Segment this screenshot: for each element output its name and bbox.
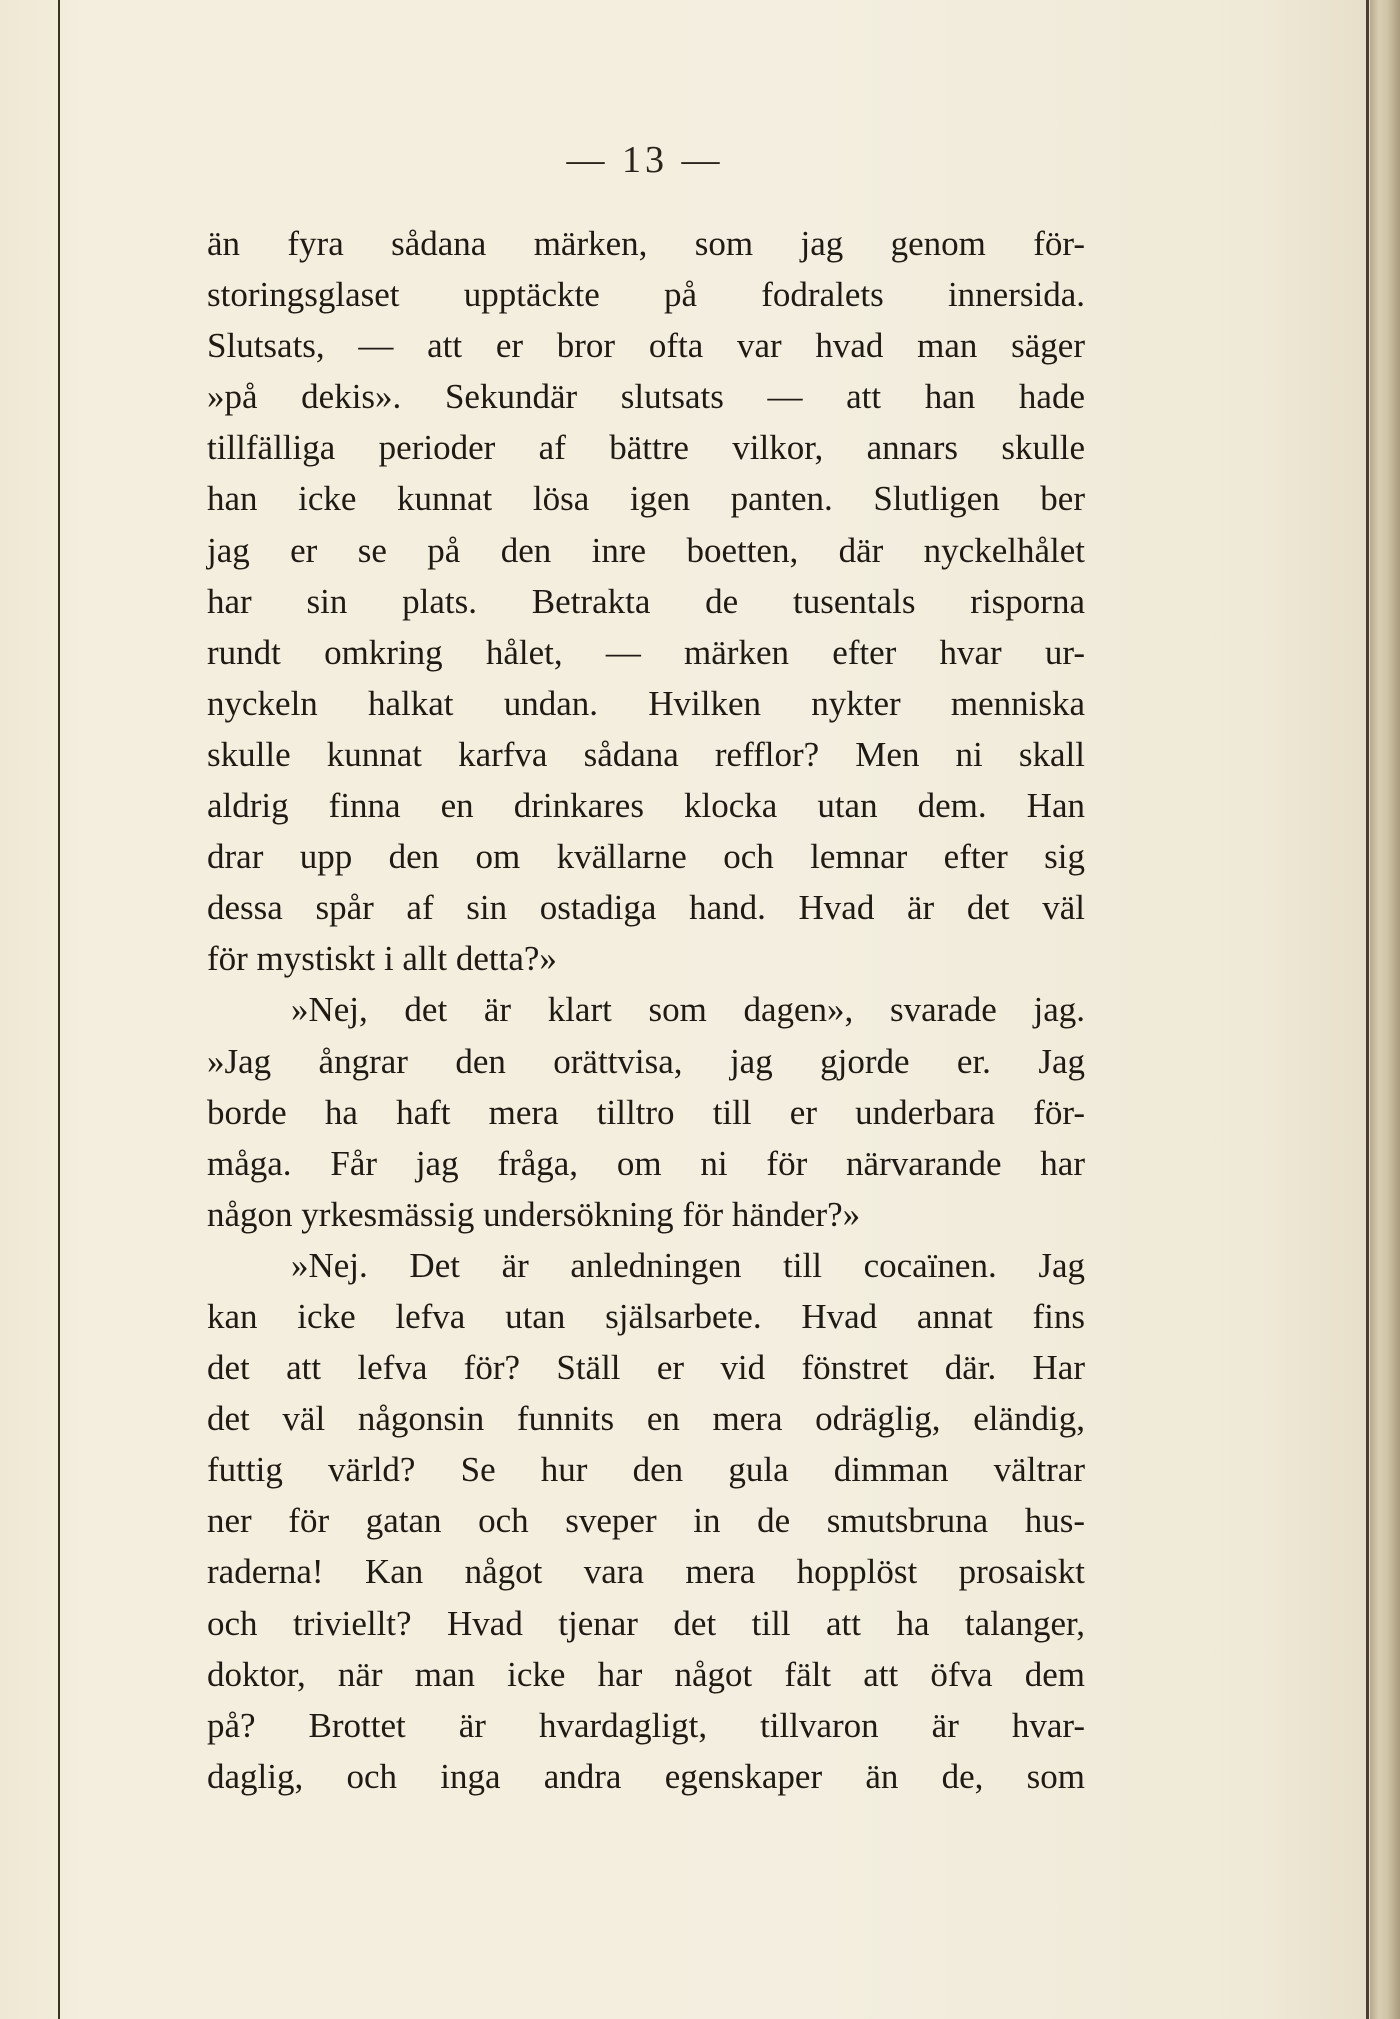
text-line: har sin plats. Betrakta de tusentals risporna xyxy=(207,581,1085,621)
text-line: »Jag ångrar den orättvisa, jag gjorde er. Jag xyxy=(207,1041,1085,1081)
text-line: måga. Får jag fråga, om ni för närvarande har xyxy=(207,1143,1085,1183)
text-line: rundt omkring hålet, — märken efter hvar ur- xyxy=(207,632,1085,672)
text-line: storingsglaset upptäckte på fodralets innersida. xyxy=(207,275,1085,315)
text-line: på? Brottet är hvardagligt, tillvaron är hvar- xyxy=(207,1705,1085,1745)
text-line: det att lefva för? Ställ er vid fönstret där. Har xyxy=(207,1348,1085,1388)
text-line: kan icke lefva utan själsarbete. Hvad annat fins xyxy=(207,1296,1085,1336)
body-text xyxy=(207,218,1085,1802)
text-line: för mystiskt i allt detta?» xyxy=(207,939,557,979)
page-left-edge xyxy=(58,0,60,2019)
text-line: drar upp den om kvällarne och lemnar efter sig xyxy=(207,837,1085,877)
text-line: än fyra sådana märken, som jag genom för- xyxy=(207,224,1085,263)
text-line: borde ha haft mera tilltro till er underbara för- xyxy=(207,1092,1085,1132)
text-line: och triviellt? Hvad tjenar det till att ha talanger, xyxy=(207,1603,1085,1643)
page-right-edge-line xyxy=(1366,0,1369,2019)
text-line: jag er se på den inre boetten, där nyckelhålet xyxy=(207,530,1085,570)
text-line: ner för gatan och sveper in de smutsbruna hus- xyxy=(207,1501,1085,1541)
text-line: futtig värld? Se hur den gula dimman vältrar xyxy=(207,1450,1085,1490)
text-line: någon yrkesmässig undersökning för händer?» xyxy=(207,1194,861,1234)
text-line: tillfälliga perioder af bättre vilkor, annars skulle xyxy=(207,428,1085,468)
text-line: aldrig finna en drinkares klocka utan dem. Han xyxy=(207,786,1085,826)
text-line: »Nej. Det är anledningen till cocaïnen. Jag xyxy=(291,1245,1085,1285)
text-line: nyckeln halkat undan. Hvilken nykter menniska xyxy=(207,683,1085,723)
text-line: han icke kunnat lösa igen panten. Slutligen ber xyxy=(207,479,1085,519)
book-spine-edge xyxy=(1370,0,1400,2019)
text-line: dessa spår af sin ostadiga hand. Hvad är det väl xyxy=(207,888,1085,928)
page-number: — 13 — xyxy=(566,139,724,181)
text-line: »Nej, det är klart som dagen», svarade jag. xyxy=(291,990,1085,1030)
text-line: »på dekis». Sekundär slutsats — att han hade xyxy=(207,377,1085,417)
text-line: Slutsats, — att er bror ofta var hvad man säger xyxy=(207,326,1085,366)
text-line: skulle kunnat karfva sådana refflor? Men ni skall xyxy=(207,734,1085,774)
text-line: daglig, och inga andra egenskaper än de, som xyxy=(207,1756,1085,1796)
text-line: det väl någonsin funnits en mera odräglig, eländig, xyxy=(207,1399,1085,1439)
text-line: raderna! Kan något vara mera hopplöst prosaiskt xyxy=(207,1552,1085,1592)
text-line: doktor, när man icke har något fält att öfva dem xyxy=(207,1654,1085,1694)
